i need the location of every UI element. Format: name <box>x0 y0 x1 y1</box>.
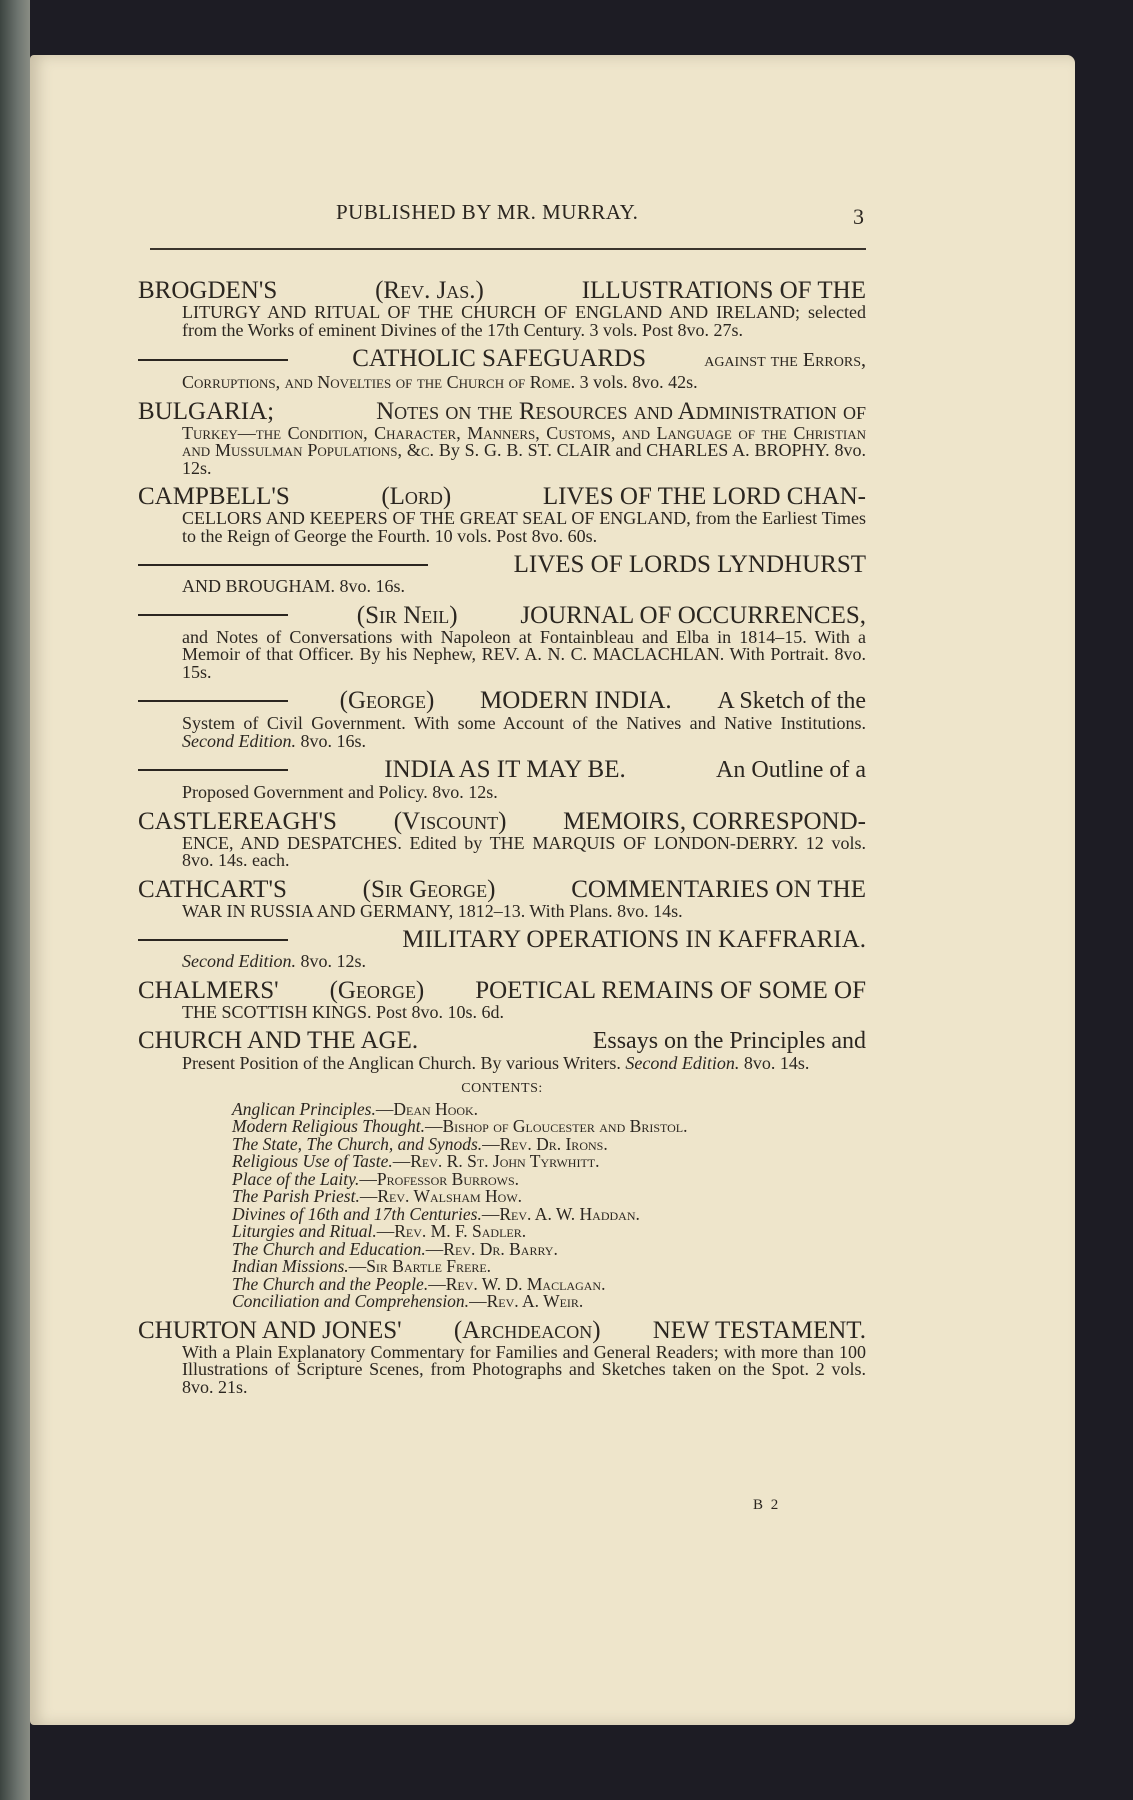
heading-segment: CHURTON AND JONES' <box>138 1316 402 1344</box>
heading-segment: (Archdeacon) <box>453 1316 601 1344</box>
heading-segment: (Sir Neil) <box>356 601 458 629</box>
heading-segment: BULGARIA; <box>138 397 275 425</box>
heading-segment: CHURCH AND THE AGE. <box>138 1027 419 1054</box>
entry-description <box>138 304 866 339</box>
heading-segment: against the Errors, <box>704 349 866 371</box>
entry-heading <box>138 688 866 714</box>
entry-description <box>138 715 866 750</box>
header-rule <box>150 248 866 250</box>
ditto-dash <box>138 769 288 771</box>
entry-description <box>138 1055 866 1073</box>
entry-description <box>138 900 866 921</box>
heading-segment: (Sir George) <box>362 875 496 903</box>
description-segment: 8vo. 16s. <box>295 730 366 751</box>
essay-author: —Professor Burrows. <box>359 1168 520 1189</box>
running-head: PUBLISHED BY MR. MURRAY. <box>336 200 639 224</box>
description-segment: ENCE, AND DESPATCHES. Edited by THE MARQUIS OF LONDON-DERRY. 12 vols. 8vo. 14s. each. <box>182 832 866 870</box>
catalogue-entry <box>138 552 866 596</box>
entry-description <box>138 422 866 478</box>
essay-author: —Rev. Dr. Barry. <box>425 1238 558 1259</box>
essay-title: The Church and the People. <box>232 1273 429 1294</box>
heading-segment: CHALMERS' <box>138 976 279 1004</box>
description-segment: By S. G. B. ST. CLAIR and CHARLES A. BROPHY. 8vo. 12s. <box>182 440 866 478</box>
heading-segment: MEMOIRS, CORRESPOND- <box>563 807 866 835</box>
entry-heading <box>138 278 866 303</box>
heading-segment: CATHOLIC SAFEGUARDS <box>352 345 646 372</box>
page-number: 3 <box>853 204 864 229</box>
catalogue-entry <box>138 978 866 1022</box>
catalogue-entry <box>138 688 866 750</box>
entry-description <box>138 578 866 596</box>
heading-segment: (Viscount) <box>393 807 507 835</box>
essay-author: —Rev. A. Weir. <box>469 1291 584 1311</box>
description-segment: CELLORS AND KEEPERS OF THE GREAT SEAL OF ENGLAND, from the Earliest Times to the Reign of George the Fourth. 10 vols. Post 8vo. 60s. <box>182 508 866 546</box>
catalogue-entry <box>138 1028 866 1311</box>
description-segment: Corruptions, and Novelties of the Church of Rome. <box>182 372 576 392</box>
catalogue-entry <box>138 927 866 971</box>
entry-description <box>138 784 866 802</box>
entry-heading <box>138 809 866 834</box>
essay-title: Modern Religious Thought. <box>232 1116 425 1136</box>
heading-segment: An Outline of a <box>716 757 866 783</box>
catalogue-entry <box>138 603 866 682</box>
heading-segment: LIVES OF THE LORD CHAN- <box>542 483 866 510</box>
ditto-dash <box>138 614 288 616</box>
catalogue-entry <box>138 346 866 392</box>
description-segment: Second Edition. <box>182 730 296 751</box>
contents-label: CONTENTS: <box>461 1080 543 1096</box>
essay-author: —Rev. M. F. Sadler. <box>376 1221 527 1241</box>
heading-segment: (George) <box>329 976 425 1004</box>
ditto-dash <box>138 939 288 941</box>
entry-heading <box>138 757 866 783</box>
entry-heading <box>138 552 866 577</box>
catalogue-entry <box>138 877 866 921</box>
entry-description <box>138 374 866 392</box>
description-segment: and Notes of Conversations with Napoleon at Fontainbleau and Elba in 1814–15. With a Memoir of that Officer. By his Nephew, REV. A. N. C. MACLACHLAN. With Portrait. 8vo. 15s. <box>182 626 866 682</box>
entry-heading <box>138 877 866 902</box>
essay-title: Divines of 16th and 17th Centuries. <box>232 1203 482 1224</box>
entry-description <box>138 510 866 545</box>
essay-author: —Rev. Dr. Irons. <box>482 1133 608 1154</box>
catalogue-entry <box>138 484 866 545</box>
signature-mark: B 2 <box>753 1497 781 1513</box>
entry-description <box>138 1001 866 1022</box>
catalogue-list <box>138 278 866 1403</box>
heading-segment: MODERN INDIA. <box>480 687 672 714</box>
heading-segment: Notes on the Resources and Administration of <box>376 397 866 425</box>
description-segment: AND BROUGHAM. 8vo. 16s. <box>182 576 406 596</box>
essay-author: —Bishop of Gloucester and Bristol. <box>424 1116 688 1136</box>
heading-segment: ILLUSTRATIONS OF THE <box>581 277 866 304</box>
heading-segment: MILITARY OPERATIONS IN KAFFRARIA. <box>402 926 866 953</box>
description-segment: THE SCOTTISH KINGS. Post 8vo. 10s. 6d. <box>182 1001 505 1022</box>
heading-segment: CAMPBELL'S <box>138 483 290 510</box>
essay-title: Indian Missions. <box>232 1256 349 1276</box>
heading-segment: Essays on the Principles and <box>592 1028 866 1054</box>
heading-segment: NEW TESTAMENT. <box>652 1316 866 1344</box>
description-segment: Second Edition. <box>182 951 296 971</box>
heading-segment: A Sketch of the <box>717 688 866 714</box>
catalogue-entry <box>138 757 866 802</box>
heading-segment: BROGDEN'S <box>138 277 278 304</box>
essay-author: —Rev. A. W. Haddan. <box>481 1203 640 1224</box>
catalogue-entry <box>138 399 866 478</box>
description-segment: 8vo. 12s. <box>295 951 366 971</box>
essay-title: The State, The Church, and Synods. <box>232 1133 483 1154</box>
description-segment: Proposed Government and Policy. 8vo. 12s. <box>182 782 498 802</box>
essay-author: —Sir Bartle Frere. <box>348 1256 492 1276</box>
description-segment: Present Position of the Anglican Church. By various Writers. <box>182 1053 626 1073</box>
essay-author: —Rev. R. St. John Tyrwhitt. <box>392 1151 600 1171</box>
essay-title: Religious Use of Taste. <box>232 1151 393 1171</box>
heading-segment: CATHCART'S <box>138 875 287 903</box>
heading-segment: COMMENTARIES ON THE <box>571 875 866 903</box>
heading-segment: POETICAL REMAINS OF SOME OF <box>475 976 866 1004</box>
ditto-dash <box>138 564 428 566</box>
essay-title: Anglican Principles. <box>232 1098 376 1119</box>
heading-segment: INDIA AS IT MAY BE. <box>384 756 626 783</box>
entry-description <box>138 1341 866 1397</box>
entry-description <box>138 626 866 682</box>
description-segment: 8vo. 14s. <box>739 1053 810 1073</box>
description-segment: 3 vols. 8vo. 42s. <box>575 372 698 392</box>
description-segment: LITURGY AND RITUAL OF THE CHURCH OF ENGLAND AND IRELAND; selected from the Works of eminent Divines of the 17th Century. 3 vols. Post 8vo. 27s. <box>182 302 866 340</box>
description-segment: With a Plain Explanatory Commentary for Families and General Readers; with more than 100 Illustrations of Scripture Scenes, from Photographs and Sketches taken on the Spot. 2 vols. 8vo. 21s. <box>182 1341 866 1397</box>
essay-title: The Parish Priest. <box>232 1186 360 1206</box>
essay-title: Place of the Laity. <box>232 1168 360 1189</box>
essay-title: Liturgies and Ritual. <box>232 1221 377 1241</box>
essay-author: —Rev. W. D. Maclagan. <box>428 1273 606 1294</box>
description-segment: Second Edition. <box>625 1053 740 1073</box>
heading-segment: JOURNAL OF OCCURRENCES, <box>520 601 866 629</box>
book-spine-edge <box>0 0 30 1800</box>
entry-description <box>138 953 866 971</box>
catalogue-entry <box>138 809 866 870</box>
catalogue-entry <box>138 278 866 339</box>
entry-heading <box>138 1028 866 1054</box>
catalogue-entry <box>138 1318 866 1397</box>
heading-segment: (Rev. Jas.) <box>375 277 484 304</box>
entry-heading <box>138 484 866 509</box>
entry-description <box>138 832 866 870</box>
contents-list <box>138 1098 866 1311</box>
essay-author: —Rev. Walsham How. <box>359 1186 523 1206</box>
entry-heading <box>138 603 866 628</box>
description-segment: Turkey—the Condition, Character, Manners, Customs, and Language of the Christian and Mussulman Populations, &c. <box>182 422 866 460</box>
heading-segment: LIVES OF LORDS LYNDHURST <box>513 551 866 578</box>
heading-segment: (George) <box>339 687 435 714</box>
entry-heading <box>138 1318 866 1343</box>
entry-heading <box>138 927 866 952</box>
entry-heading <box>138 399 866 424</box>
essay-title: Conciliation and Comprehension. <box>232 1291 470 1311</box>
ditto-dash <box>138 359 288 361</box>
entry-heading <box>138 978 866 1003</box>
essay-author: —Dean Hook. <box>375 1098 479 1119</box>
entry-heading <box>138 346 866 373</box>
contents-item <box>232 1293 866 1311</box>
heading-segment: CASTLEREAGH'S <box>138 807 337 835</box>
description-segment: WAR IN RUSSIA AND GERMANY, 1812–13. With Plans. 8vo. 14s. <box>182 900 683 921</box>
essay-title: The Church and Education. <box>232 1238 426 1259</box>
description-segment: System of Civil Government. With some Account of the Natives and Native Institutions. <box>182 713 866 733</box>
ditto-dash <box>138 700 288 702</box>
heading-segment: (Lord) <box>381 483 452 510</box>
